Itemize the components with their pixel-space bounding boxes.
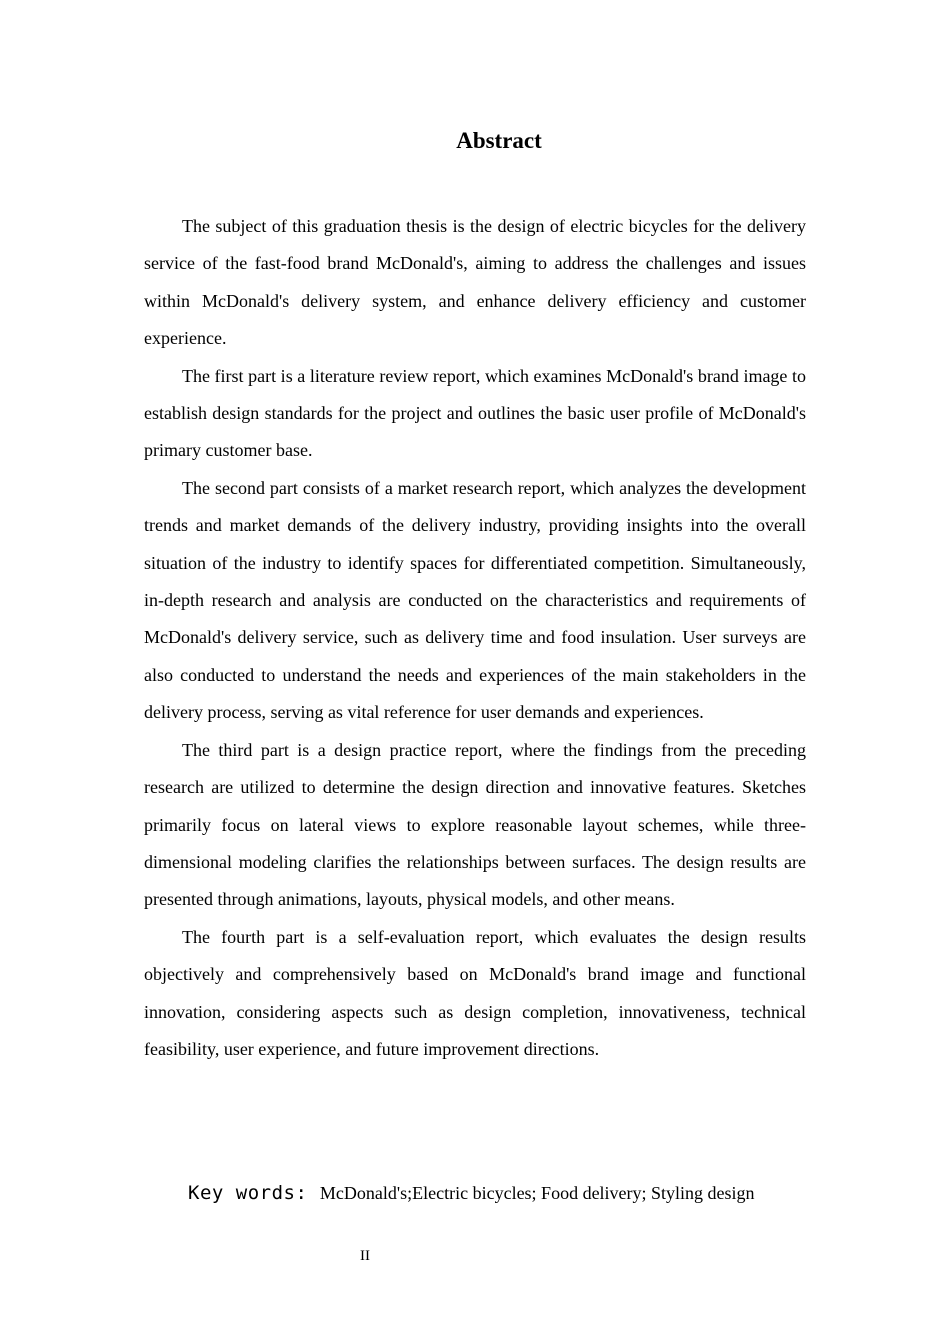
keywords-line — [188, 1178, 755, 1208]
paragraph-part-three: The third part is a design practice report, where the findings from the preceding research are utilized to determine the design direction and innovative features. Sketches primarily focus on lateral views to explore reasonable layout schemes, while three-dimensional modeling clarifies the relationships between surfaces. The design results are presented through animations, layouts, physical models, and other means. — [144, 739, 806, 910]
page-title: Abstract — [456, 128, 542, 153]
paragraph-part-one: The first part is a literature review report, which examines McDonald's brand image to establish design standards for the project and outlines the basic user profile of McDonald's primary customer base. — [144, 365, 806, 461]
page-number: II — [360, 1248, 370, 1264]
keywords-label: Key words: — [188, 1182, 308, 1204]
paragraph-intro: The subject of this graduation thesis is the design of electric bicycles for the delivery service of the fast-food brand McDonald's, aiming to address the challenges and issues within McDonald's delivery system, and enhance delivery efficiency and customer experience. — [144, 216, 806, 349]
keywords-value: McDonald's;Electric bicycles; Food delivery; Styling design — [319, 1183, 755, 1203]
abstract-body — [144, 208, 806, 1068]
paragraph-part-two: The second part consists of a market research report, which analyzes the development trends and market demands of the delivery industry, providing insights into the overall situation of the industry to identify spaces for differentiated competition. Simultaneously, in-depth research and analysis are conducted on the characteristics and requirements of McDonald's delivery service, such as delivery time and food insulation. User surveys are also conducted to understand the needs and experiences of the main stakeholders in the delivery process, serving as vital reference for user demands and experiences. — [144, 477, 806, 723]
paragraph-part-four: The fourth part is a self-evaluation report, which evaluates the design results objectively and comprehensively based on McDonald's brand image and functional innovation, considering aspects such as design completion, innovativeness, technical feasibility, user experience, and future improvement directions. — [144, 926, 806, 1059]
